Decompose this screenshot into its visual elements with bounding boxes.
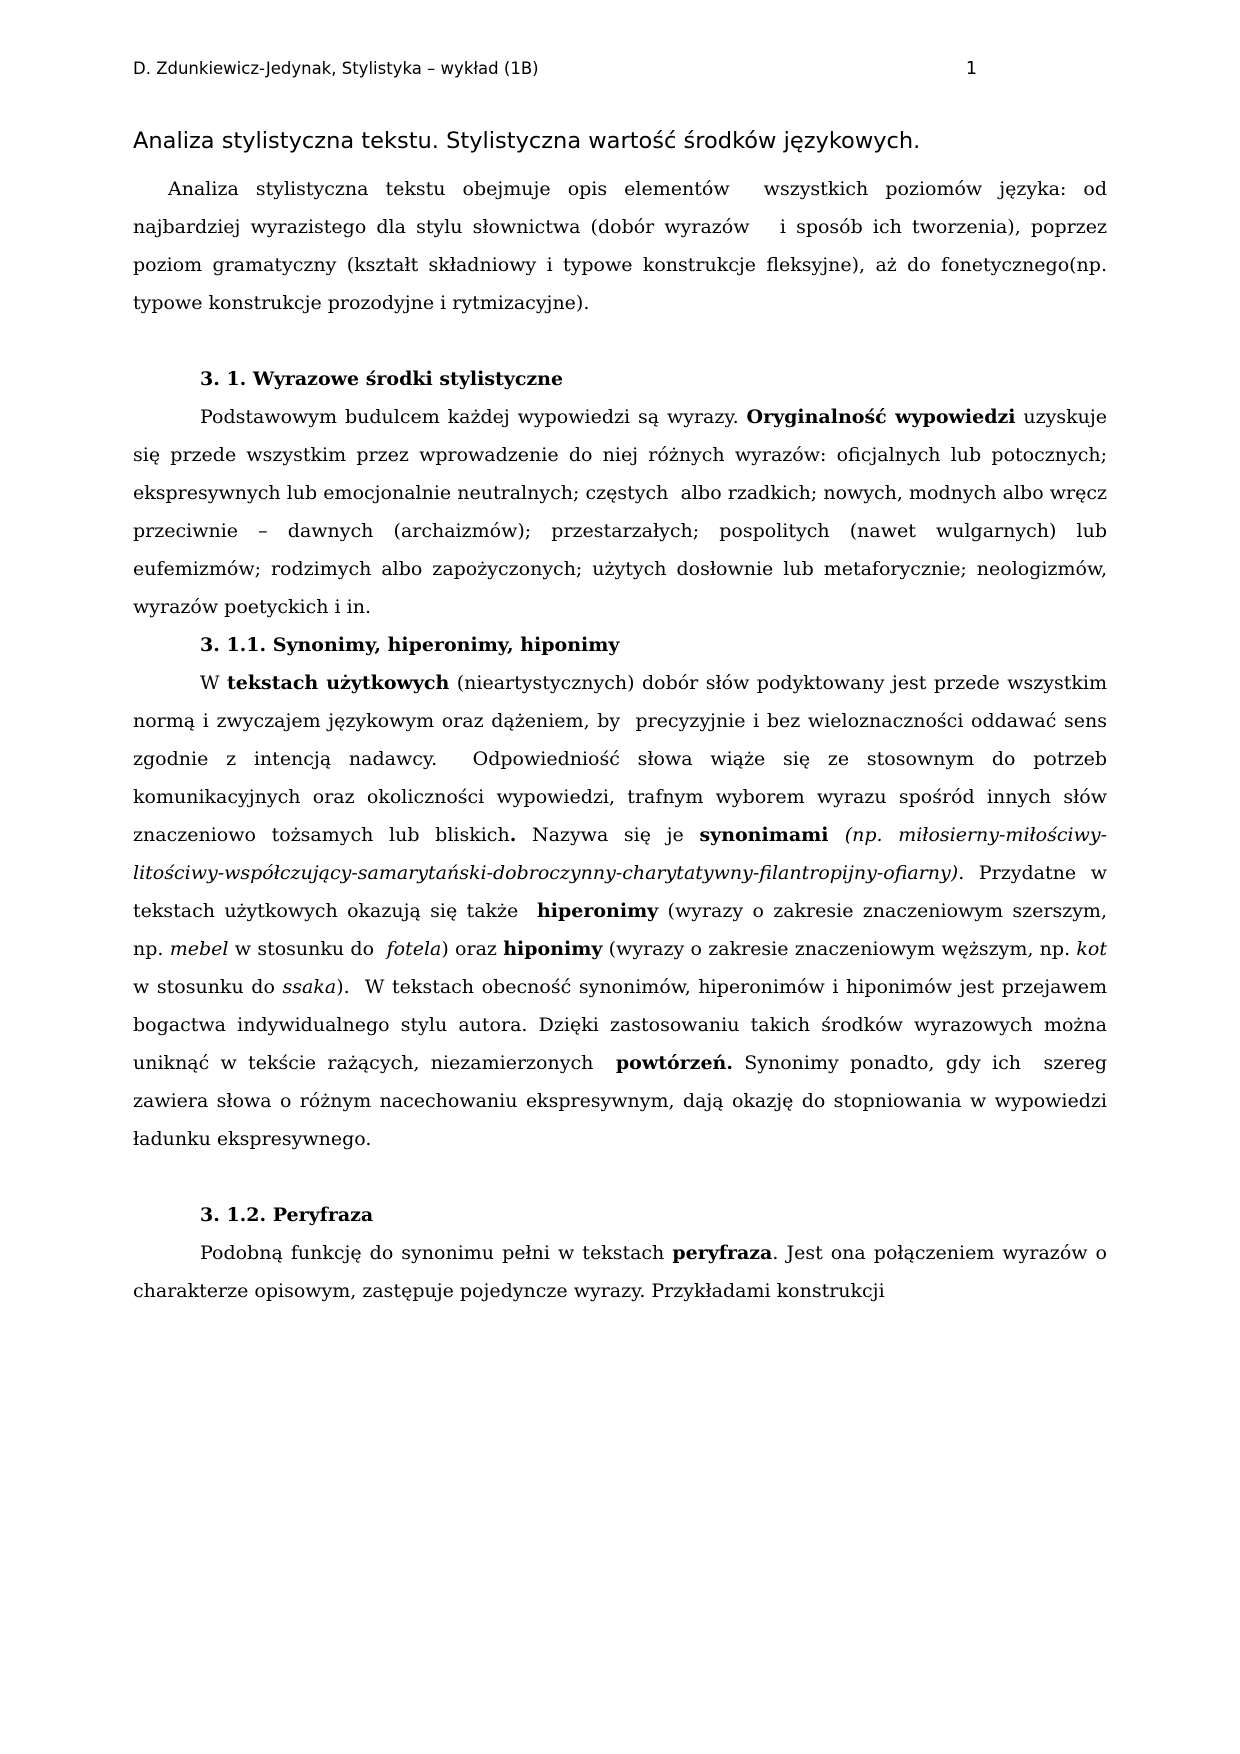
page-header <box>133 58 1107 80</box>
text-run: synonimami <box>699 824 845 846</box>
text-run: . <box>509 824 517 846</box>
text-run: . Przydatne w tekstach użytkowych okazują się także <box>133 862 1114 922</box>
text-run: Analiza stylistyczna tekstu obejmuje opis elementów wszystkich poziomów języka: od najbardziej wyrazistego dla stylu słownictwa (dobór wyrazów i sposób ich tworzenia), poprzez poziom gramatyczny (kształt składniowy i typowe konstrukcje fleksyjne), aż do fonetycznego(np. typowe konstrukcje prozodyjne i rytmizacyjne). <box>133 178 1114 314</box>
text-run: Podobną funkcję do synonimu pełni w tekstach <box>200 1242 673 1264</box>
text-run: tekstach użytkowych <box>227 672 450 694</box>
document-title: Analiza stylistyczna tekstu. Stylistyczna wartość środków językowych. <box>133 128 921 154</box>
text-run: peryfraza <box>672 1242 773 1264</box>
header-author-line: D. Zdunkiewicz-Jedynak, Stylistyka – wykład (1B) <box>133 59 539 78</box>
text-run: ) oraz <box>441 938 504 960</box>
document-content <box>133 170 1120 1310</box>
text-run: W <box>200 672 227 694</box>
text-run: hiponimy <box>503 938 603 960</box>
text-run: 3. 1.1. Synonimy, hiperonimy, hiponimy <box>200 634 620 656</box>
text-run: (wyrazy o zakresie znaczeniowym węższym, np. <box>602 938 1077 960</box>
text-run: Oryginalność wypowiedzi <box>746 406 1016 428</box>
text-run: 3. 1.2. Peryfraza <box>200 1204 374 1226</box>
text-run: (nieartystycznych) dobór słów podyktowany jest przede wszystkim normą i zwyczajem językowym oraz dążeniem, by precyzyjnie i bez wieloznaczności oddawać sens zgodnie z intencją nadawcy. Odpowiedniość słowa wiąże się ze stosownym do potrzeb komunikacyjnych oraz okoliczności wypowiedzi, trafnym wyborem wyrazu spośród innych słów znaczeniowo tożsamych lub bliskich <box>133 672 1114 846</box>
text-run: (np. miłosierny-miłościwy-litościwy-współczujący-samarytański-dobroczynny-charytatywny-filantropijny-ofiarny) <box>133 824 1108 884</box>
text-run: 3. 1. Wyrazowe środki stylistyczne <box>200 368 564 390</box>
text-run: hiperonimy <box>536 900 659 922</box>
text-run: Synonimy ponadto, gdy ich szereg zawiera słowa o różnym nacechowaniu ekspresywnym, dają okazję do stopniowania w wypowiedzi ładunku ekspresywnego. <box>133 1052 1120 1150</box>
text-run: w stosunku do <box>133 938 1114 998</box>
paragraph <box>133 170 1114 322</box>
text-run: uzyskuje się przede wszystkim przez wprowadzenie do niej różnych wyrazów: oficjalnych lub potocznych; ekspresywnych lub emocjonalnie neutralnych; częstych albo rzadkich; nowych, modnych albo wręcz przeciwnie – dawnych (archaizmów); przestarzałych; pospolitych (nawet wulgarnych) lub eufemizmów; rodzimych albo zapożyczonych; użytych dosłownie lub metaforycznie; neologizmów, wyrazów poetyckich i in. <box>133 406 1114 618</box>
section-heading <box>133 1196 1107 1234</box>
page-number: 1 <box>965 59 977 79</box>
text-run: ). W tekstach obecność synonimów, hiperonimów i hiponimów jest przejawem bogactwa indywidualnego stylu autora. Dzięki zastosowaniu takich środków wyrazowych można uniknąć w tekście rażących, niezamierzonych <box>133 976 1114 1074</box>
text-run: Nazywa się je <box>516 824 700 846</box>
text-run: fotela <box>386 938 442 960</box>
text-run: mebel <box>169 938 229 960</box>
text-run: kot <box>1076 938 1107 960</box>
text-run: Podstawowym budulcem każdej wypowiedzi są wyrazy. <box>200 406 747 428</box>
text-run: . Jest ona połączeniem wyrazów o charakterze opisowym, zastępuje pojedyncze wyrazy. Przykładami konstrukcji <box>133 1242 1114 1302</box>
text-run: (wyrazy o zakresie znaczeniowym szerszym, np. <box>133 900 1114 960</box>
paragraph <box>133 398 1114 626</box>
paragraph <box>133 664 1120 1158</box>
text-run: ssaka <box>282 976 337 998</box>
section-heading <box>133 360 1107 398</box>
text-run: w stosunku do <box>228 938 387 960</box>
paragraph <box>133 1234 1114 1310</box>
text-run: powtórzeń. <box>615 1052 733 1074</box>
section-heading <box>133 626 1107 664</box>
